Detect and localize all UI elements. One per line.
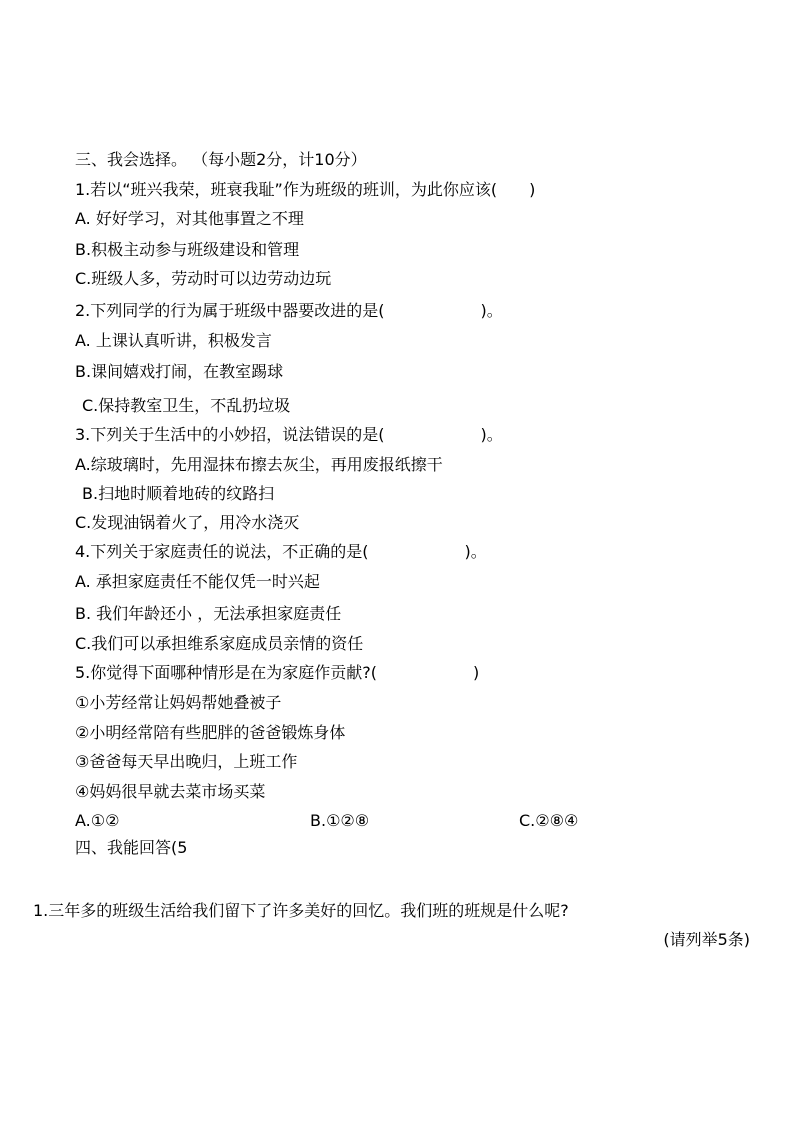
question-3-stem: 3.下列关于生活中的小妙招，说法错误的是( )。	[75, 425, 503, 444]
question-5-item-4: ④妈妈很早就去菜市场买菜	[75, 782, 266, 801]
question-3-option-a: A.综玻璃时，先用湿抹布擦去灰尘，再用废报纸擦干	[75, 455, 443, 474]
question-2-stem: 2.下列同学的行为属于班级中器要改进的是( )。	[75, 301, 503, 320]
section-3-heading: 三、我会选择。 （每小题2分，计10分）	[75, 150, 367, 169]
question-5-item-2: ②小明经常陪有些肥胖的爸爸锻炼身体	[75, 723, 346, 742]
question-1-stem: 1.若以“班兴我荣，班衰我耻”作为班级的班训，为此你应该( )	[75, 180, 536, 199]
section-4-heading: 四、我能回答(5	[75, 838, 188, 857]
question-2-option-b: B.课间嬉戏打闹，在教室踢球	[75, 362, 284, 381]
question-5-option-a: A.①②	[75, 811, 120, 830]
question-1-option-a: A. 好好学习，对其他事置之不理	[75, 209, 304, 228]
question-5-item-3: ③爸爸每天早出晚归，上班工作	[75, 752, 298, 771]
question-2-option-a: A. 上课认真听讲，积极发言	[75, 331, 272, 350]
question-3-option-c: C.发现油锅着火了，用冷水浇灭	[75, 513, 300, 532]
section-4-question-1-stem: 1.三年多的班级生活给我们留下了许多美好的回忆。我们班的班规是什么呢?	[33, 901, 569, 920]
question-1-option-c: C.班级人多，劳动时可以边劳动边玩	[75, 269, 332, 288]
question-5-item-1: ①小芳经常让妈妈帮她叠被子	[75, 693, 282, 712]
section-4-question-1-note: (请列举5条)	[663, 930, 750, 949]
question-5-option-c: C.②⑧④	[519, 811, 579, 830]
question-1-option-b: B.积极主动参与班级建设和管理	[75, 240, 300, 259]
question-4-option-b: B. 我们年龄还小 ，无法承担家庭责任	[75, 604, 342, 623]
question-3-option-b: B.扫地时顺着地砖的纹路扫	[82, 484, 275, 503]
question-5-stem: 5.你觉得下面哪种情形是在为家庭作贡献?( )	[75, 663, 480, 682]
question-4-stem: 4.下列关于家庭责任的说法，不正确的是( )。	[75, 542, 487, 561]
question-5-option-b: B.①②⑧	[310, 811, 370, 830]
question-4-option-c: C.我们可以承担维系家庭成员亲情的资任	[75, 634, 364, 653]
question-4-option-a: A. 承担家庭责任不能仅凭一时兴起	[75, 572, 320, 591]
question-2-option-c: C.保持教室卫生，不乱扔垃圾	[82, 396, 291, 415]
